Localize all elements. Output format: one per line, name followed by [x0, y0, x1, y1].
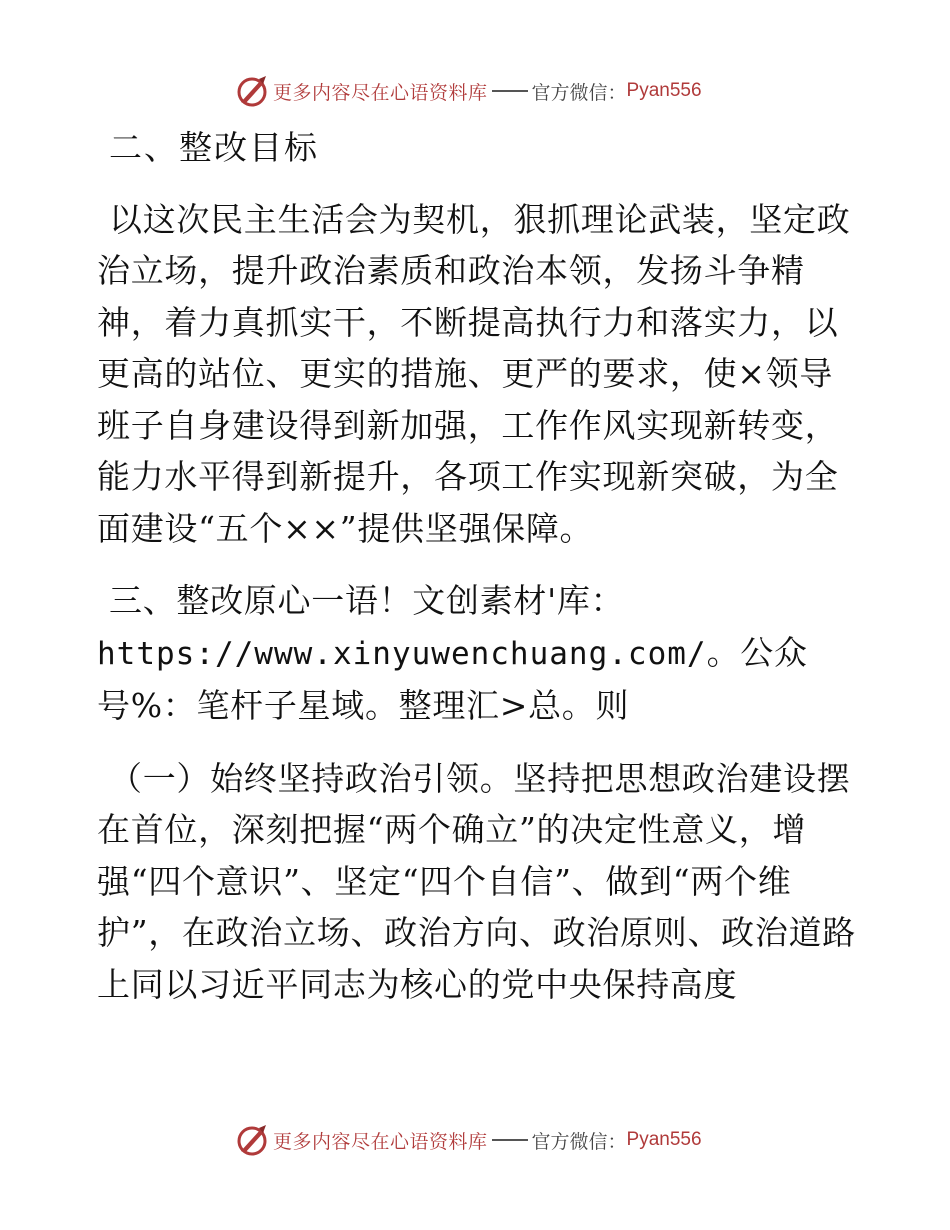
footer-watermark-banner: [235, 1120, 702, 1160]
heading-3-suffix: 。公众号%：笔杆子星域。整理汇>总。则: [97, 632, 808, 725]
banner-separator: [492, 1139, 528, 1141]
heading-3-prefix: 三、整改原心一语！文创素材'库：: [109, 581, 625, 620]
section-heading-goals: 二、整改目标: [109, 128, 319, 167]
paragraph-political-leadership: （一）始终坚持政治引领。坚持把思想政治建设摆在首位，深刻把握“两个确立”的决定性意义，增强“四个意识”、坚定“四个自信”、做到“两个维护”，在政治立场、政治方向、政治原则、政治道路上同以习近平同志为核心的党中央保持高度: [97, 758, 856, 1004]
quill-pen-logo-icon: [235, 1123, 269, 1157]
document-body: [97, 122, 857, 1031]
banner-wechat-id: Pyan556: [626, 80, 702, 101]
banner-site-text: 更多内容尽在心语资料库: [273, 1130, 488, 1153]
paragraph-goals: 以这次民主生活会为契机，狠抓理论武装，坚定政治立场，提升政治素质和政治本领，发扬斗争精神，着力真抓实干，不断提高执行力和落实力，以更高的站位、更实的措施、更严的要求，使×领导班子自身建设得到新加强，工作作风实现新转变，能力水平得到新提升，各项工作实现新突破，为全面建设“五个××”提供坚强保障。: [97, 199, 851, 548]
banner-site-text: 更多内容尽在心语资料库: [273, 81, 488, 104]
section-heading-principles: [97, 575, 857, 732]
banner-separator: [492, 90, 528, 92]
quill-pen-logo-icon: [235, 74, 269, 108]
banner-wechat-label: 官方微信：: [531, 81, 627, 104]
banner-wechat-id: Pyan556: [626, 1129, 702, 1150]
banner-wechat-label: 官方微信：: [531, 1130, 627, 1153]
heading-3-url: https://www.xinyuwenchuang.com/: [97, 635, 707, 672]
header-watermark-banner: [235, 71, 702, 111]
